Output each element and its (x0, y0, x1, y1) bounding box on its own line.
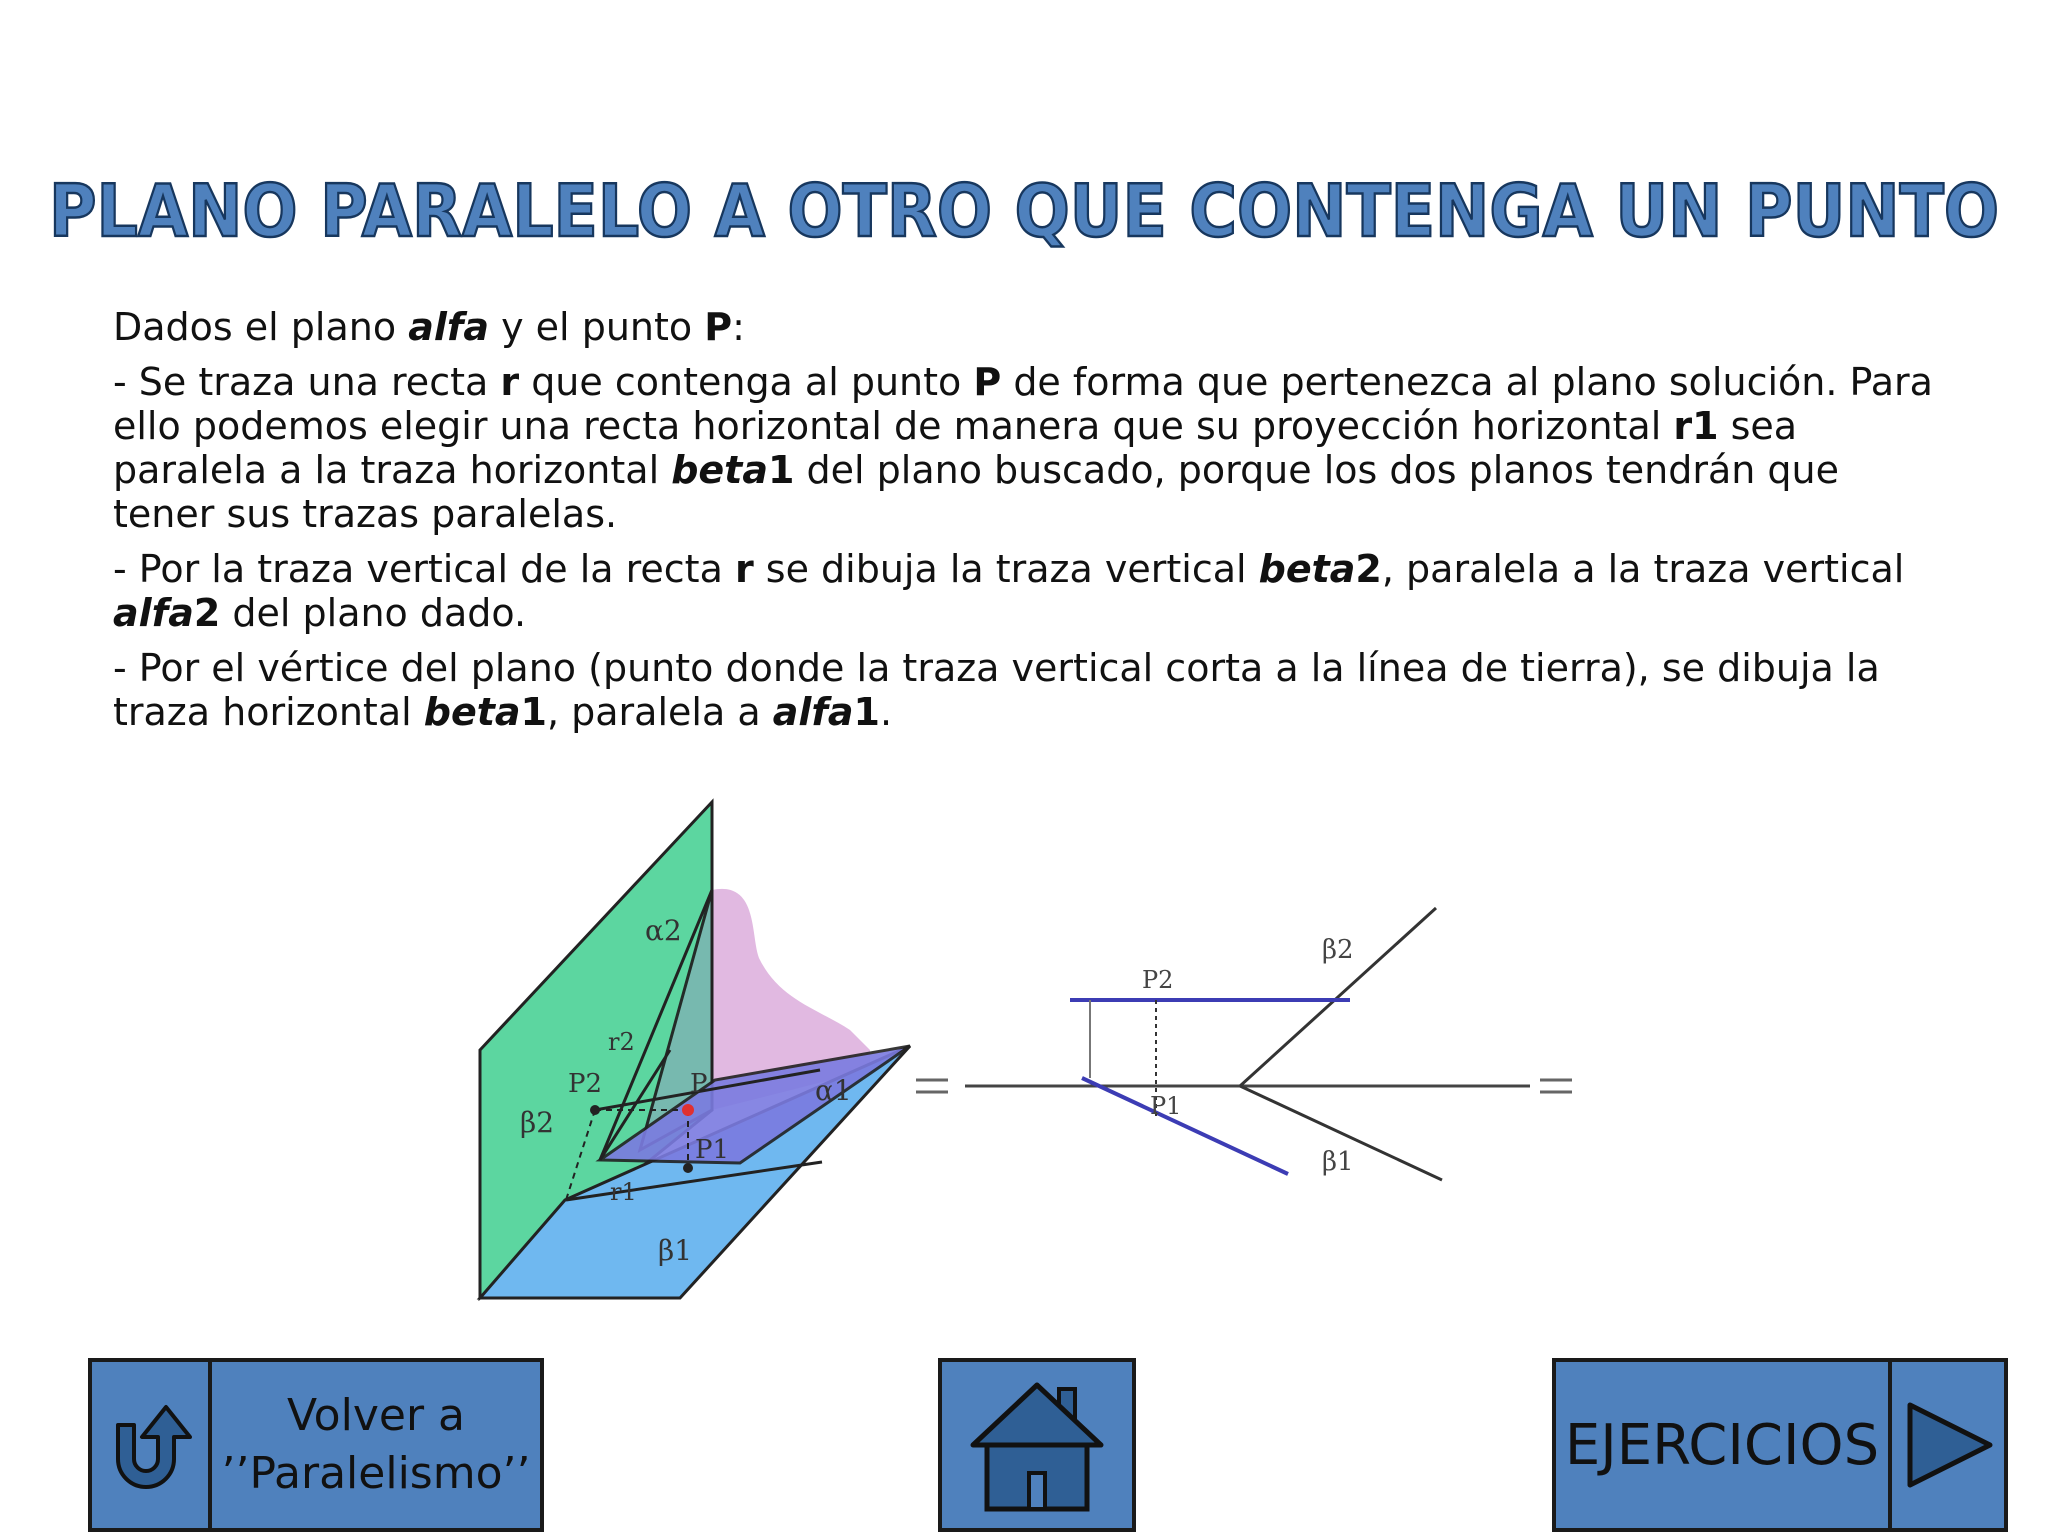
label-2d-p2: P2 (1142, 966, 1174, 994)
explanation-text (113, 305, 1943, 745)
figure-3d-view (480, 802, 910, 1298)
back-to-paralelismo-button[interactable] (88, 1358, 544, 1532)
label-p2: P2 (568, 1069, 603, 1099)
paragraph-step-1: - Se traza una recta r que contenga al punto P de forma que pertenezca al plano solución. Para ello podemos elegir una recta horizontal de manera que su proyección horizontal r1 sea paralela a la traza horizontal beta1 del plano buscado, porque los dos planos tendrán que tener sus trazas paralelas. (113, 360, 1933, 536)
ejercicios-button[interactable] (1552, 1358, 2008, 1532)
page-title (0, 150, 2048, 270)
back-label-line1: Volver a (287, 1390, 465, 1441)
next-icon-cell (1888, 1362, 2004, 1528)
figure-2d-view (916, 908, 1572, 1180)
point-p1-marker (683, 1163, 693, 1173)
label-beta2: β2 (520, 1106, 555, 1139)
home-button[interactable] (938, 1358, 1136, 1532)
label-alpha1: α1 (815, 1074, 852, 1107)
point-p-marker (682, 1104, 694, 1116)
paragraph-intro: Dados el plano alfa y el punto P: (113, 305, 745, 349)
label-alpha2: α2 (645, 914, 682, 947)
paragraph-step-2: - Por la traza vertical de la recta r se dibuja la traza vertical beta2, paralela a la traza vertical alfa2 del plano dado. (113, 547, 1905, 635)
page-title-text: PLANO PARALELO A OTRO QUE CONTENGA UN PUNTO (49, 169, 1999, 253)
back-label (212, 1362, 540, 1528)
back-label-line2: ’’Paralelismo’’ (221, 1448, 531, 1499)
label-r2: r2 (608, 1028, 635, 1056)
label-2d-beta1: β1 (1322, 1147, 1354, 1177)
label-2d-p1: P1 (1150, 1092, 1182, 1120)
home-icon (967, 1375, 1107, 1515)
label-p1: P1 (695, 1135, 730, 1165)
play-arrow-icon (1900, 1395, 1996, 1495)
ejercicios-label: EJERCICIOS (1564, 1412, 1880, 1478)
return-arrow-icon (102, 1397, 198, 1493)
label-p: P (690, 1069, 708, 1099)
label-r1: r1 (610, 1178, 637, 1206)
back-icon-cell (92, 1362, 212, 1528)
label-beta1: β1 (658, 1234, 693, 1267)
paragraph-step-3: - Por el vértice del plano (punto donde la traza vertical corta a la línea de tierra), se dibuja la traza horizontal beta1, paralela a alfa1. (113, 646, 1880, 734)
geometry-figure (460, 780, 1600, 1310)
label-2d-beta2: β2 (1322, 935, 1354, 965)
point-p2-marker (590, 1105, 600, 1115)
